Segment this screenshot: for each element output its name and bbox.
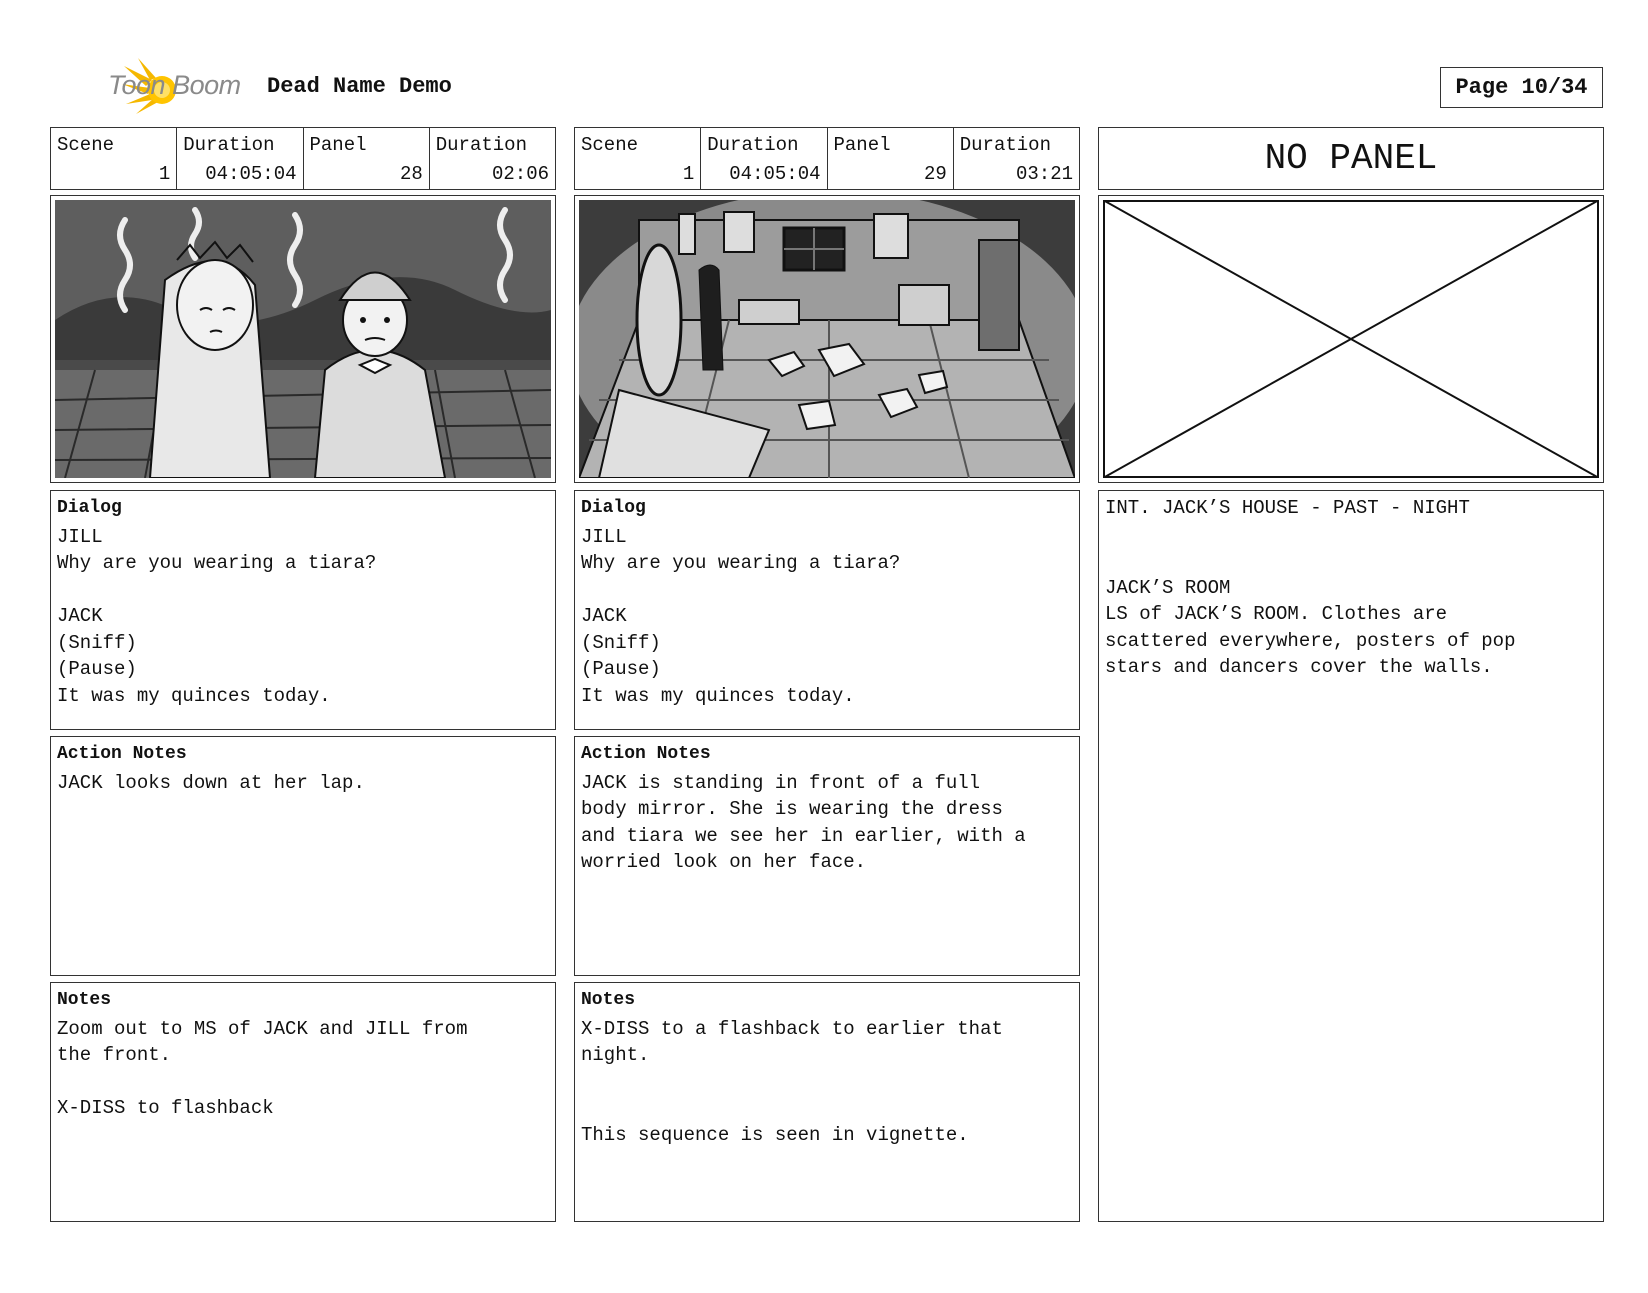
panel-duration-cell (954, 128, 1079, 189)
sequence-description-text: INT. JACK’S HOUSE - PAST - NIGHT JACK’S ROOM LS of JACK’S ROOM. Clothes are scattered everywhere, posters of pop stars and dancers cover the walls. (1105, 497, 1516, 678)
panel-cell (304, 128, 430, 189)
panel-duration-cell (430, 128, 555, 189)
scene-label: Scene (57, 134, 115, 156)
scene-duration-cell (701, 128, 827, 189)
scene-duration-value: 04:05:04 (729, 163, 821, 185)
page-number: Page 10/34 (1440, 67, 1603, 108)
project-title: Dead Name Demo (267, 74, 452, 99)
panel-value: 29 (923, 163, 947, 185)
duration-label: Duration (707, 134, 799, 156)
action-notes-heading: Action Notes (57, 744, 187, 764)
dialog-panel-28 (50, 490, 556, 730)
scene-value: 1 (158, 163, 171, 185)
dialog-text: JILL Why are you wearing a tiara? JACK (Sniff) (Pause) It was my quinces today. (57, 525, 377, 707)
scene-cell (575, 128, 701, 189)
notes-text: X-DISS to a flashback to earlier that night. This sequence is seen in vignette. (581, 1017, 1003, 1146)
dialog-panel-29 (574, 490, 1080, 730)
dialog-heading: Dialog (581, 498, 646, 518)
panel-duration-value: 03:21 (1015, 163, 1073, 185)
scene-value: 1 (682, 163, 695, 185)
notes-heading: Notes (57, 990, 112, 1010)
action-notes-heading: Action Notes (581, 744, 711, 764)
brand-name: Toon Boom (108, 70, 241, 100)
action-notes-panel-29 (574, 736, 1080, 976)
action-notes-text: JACK looks down at her lap. (57, 771, 365, 794)
scene-label: Scene (581, 134, 639, 156)
panel-cell (828, 128, 954, 189)
no-panel-header: NO PANEL (1098, 127, 1604, 190)
panel-label: Panel (309, 134, 367, 156)
panel-info-29 (574, 127, 1080, 190)
notes-text: Zoom out to MS of JACK and JILL from the front. X-DISS to flashback (57, 1017, 468, 1119)
empty-panel-cross-icon (1103, 200, 1599, 478)
panel-label: Panel (833, 134, 891, 156)
action-notes-text: JACK is standing in front of a full body mirror. She is wearing the dress and tiara we see her in earlier, with a worried look on her face. (581, 771, 1026, 873)
duration-label: Duration (959, 134, 1051, 156)
panel-29-image (574, 195, 1080, 483)
notes-panel-29 (574, 982, 1080, 1222)
panel-info-28 (50, 127, 556, 190)
duration-label: Duration (435, 134, 527, 156)
sequence-description (1098, 490, 1604, 1222)
notes-panel-28 (50, 982, 556, 1222)
dialog-text: JILL Why are you wearing a tiara? JACK (Sniff) (Pause) It was my quinces today. (581, 525, 901, 707)
duration-label: Duration (183, 134, 275, 156)
scene-duration-cell (177, 128, 303, 189)
notes-heading: Notes (581, 990, 636, 1010)
no-panel-placeholder (1098, 195, 1604, 483)
storyboard-sketch-jill-jack (55, 200, 551, 478)
storyboard-sketch-jacks-room (579, 200, 1075, 478)
panel-value: 28 (399, 163, 423, 185)
scene-duration-value: 04:05:04 (205, 163, 297, 185)
action-notes-panel-28 (50, 736, 556, 976)
panel-duration-value: 02:06 (491, 163, 549, 185)
dialog-heading: Dialog (57, 498, 122, 518)
scene-cell (51, 128, 177, 189)
panel-28-image (50, 195, 556, 483)
